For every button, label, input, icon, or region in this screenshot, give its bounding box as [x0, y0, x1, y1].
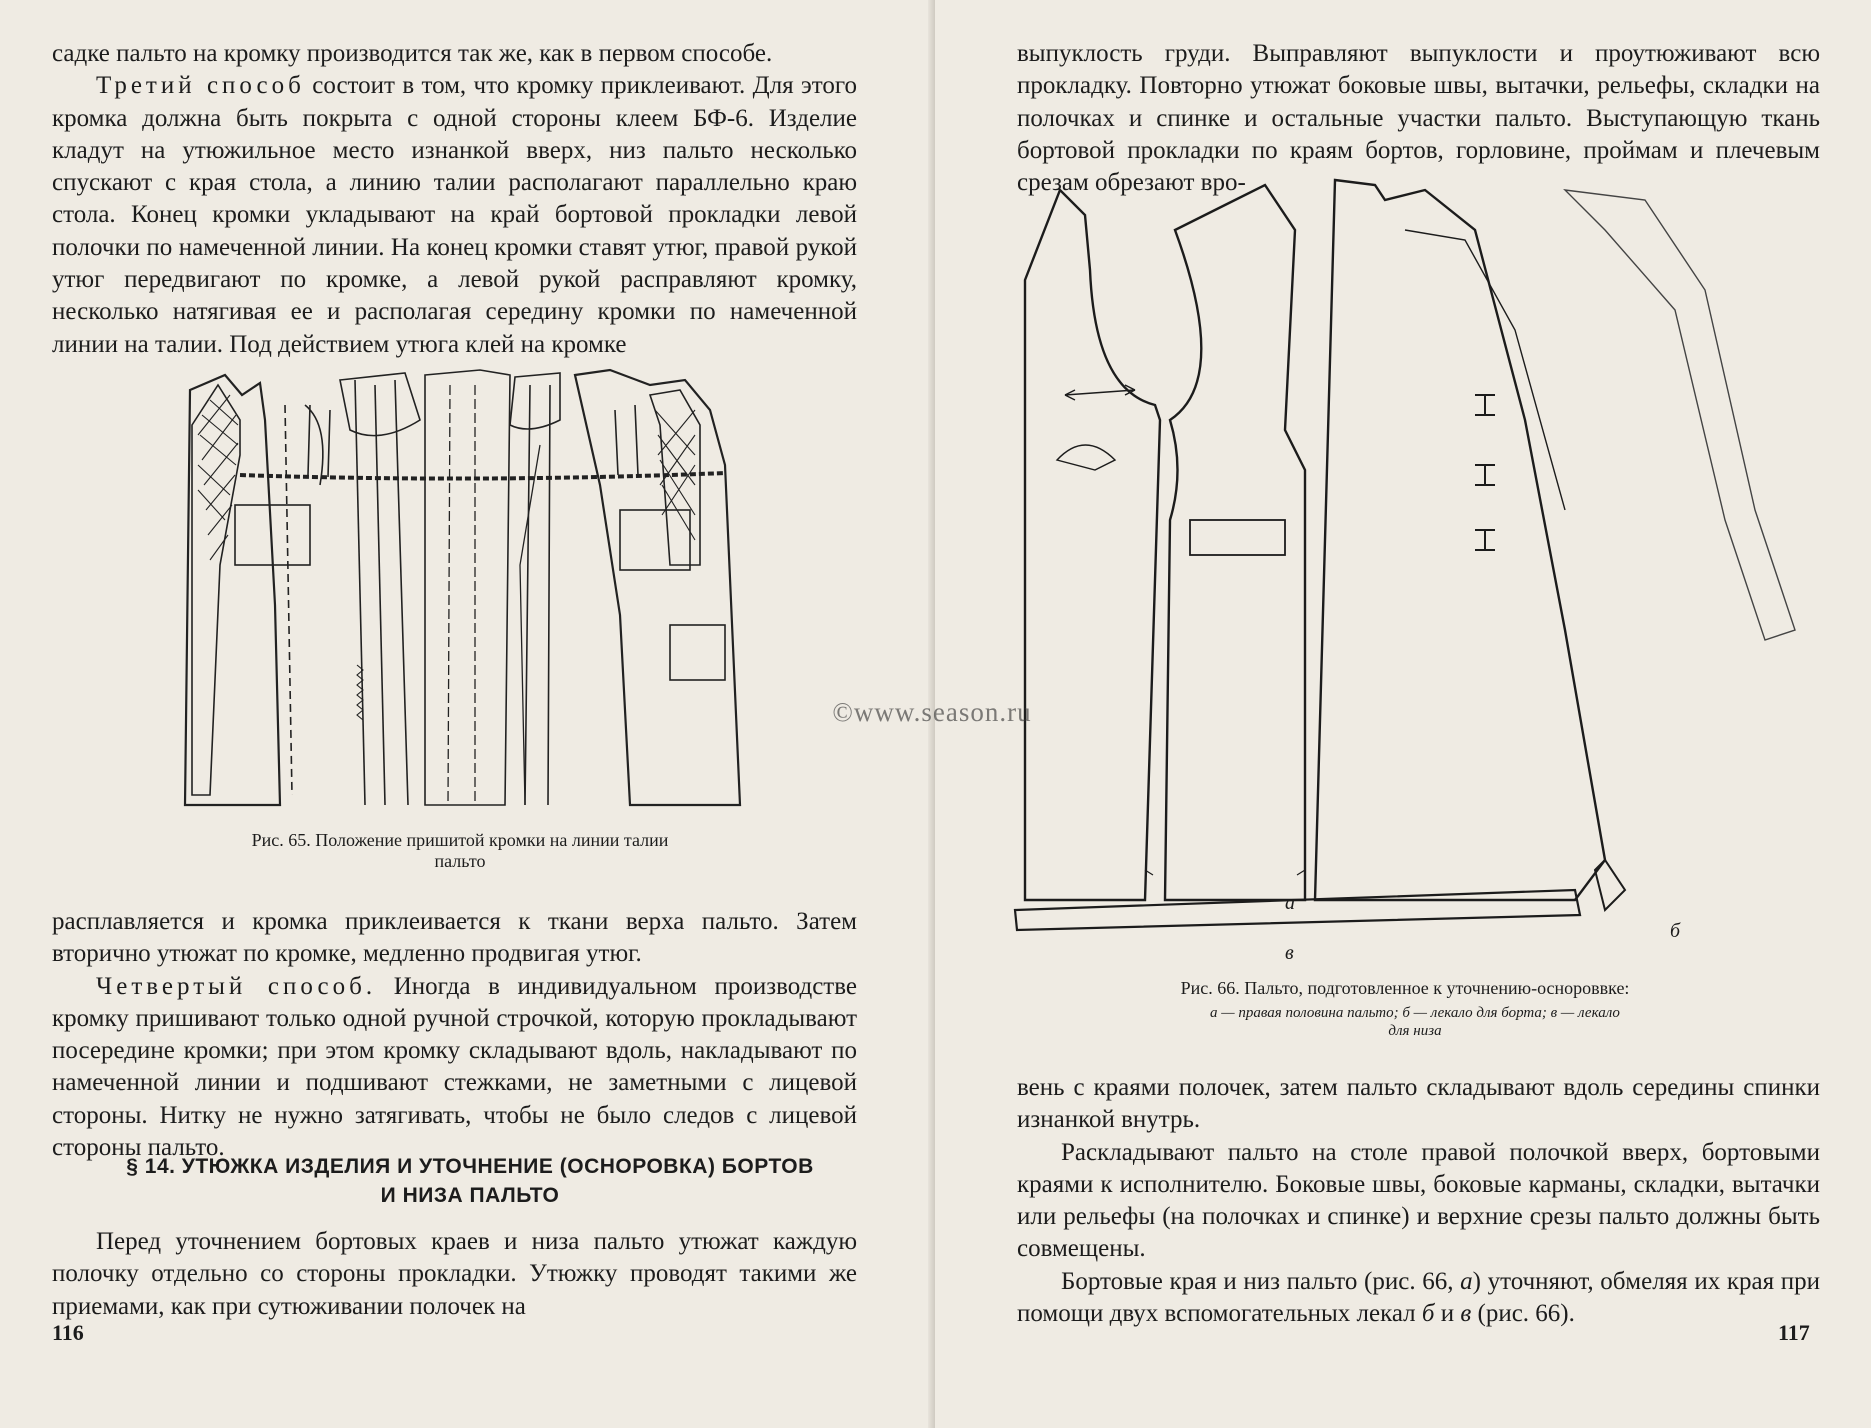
section-heading — [80, 1152, 860, 1210]
page-number: 116 — [52, 1320, 84, 1345]
figure-65-caption — [140, 830, 780, 872]
text-block-top — [52, 38, 857, 361]
paragraph: Раскладывают пальто на столе правой полочкой вверх, бортовыми краями к исполнителю. Боковые швы, боковые карманы, складки, вытачки или рельефы (на полочках и спинке) и верхние срезы пальто должны быть совмещены. — [1017, 1138, 1820, 1263]
reference-letter: в — [1460, 1300, 1472, 1328]
figure-66-coat-pattern — [1005, 170, 1835, 970]
paragraph: расплавляется и кромка приклеивается к ткани верха пальто. Затем вторично утюжат по кромке, медленно продвигая утюг. — [52, 908, 857, 968]
paragraph — [52, 971, 857, 1165]
paragraph — [1017, 1266, 1820, 1331]
text-block-middle — [52, 906, 857, 1164]
legend-line: а — правая половина пальто; б — лекало для борта; в — лекало — [1210, 1005, 1620, 1021]
heading-line: И НИЗА ПАЛЬТО — [380, 1184, 560, 1207]
paragraph-text: и — [1434, 1300, 1461, 1328]
paragraph-text: Иногда в индивидуальном производстве кромку пришивают только одной ручной строчкой, которую прокладывают посередине кромки; при этом кромку складывают вдоль, накладывают по намеченной линии и подшивают стежками, не заметными с лицевой стороны. Нитку не нужно затягивать, чтобы не было следов с лицевой стороны пальто. — [52, 972, 857, 1162]
figure-label-a: а — [1285, 892, 1295, 914]
figure-label-b: б — [1670, 920, 1681, 942]
paragraph — [52, 70, 857, 361]
text-block-bottom — [1017, 1072, 1820, 1330]
figure-label-v: в — [1285, 942, 1294, 964]
caption-line: Рис. 65. Положение пришитой кромки на линии талии — [251, 830, 669, 850]
paragraph-text: Бортовые края и низ пальто (рис. 66, — [1061, 1267, 1461, 1295]
emphasis-spaced: Третий способ — [96, 72, 305, 100]
emphasis-spaced: Четвертый способ. — [96, 972, 377, 1000]
paragraph-text: (рис. 66). — [1471, 1300, 1575, 1328]
reference-letter: б — [1421, 1300, 1435, 1328]
legend-line: для низа — [1388, 1023, 1442, 1039]
text-block-bottom — [52, 1226, 857, 1323]
paragraph-text: состоит в том, что кромку приклеивают. Для этого кромка должна быть покрыта с одной стороны клеем БФ-6. Изделие кладут на утюжильное место изнанкой вверх, низ пальто несколько спускают с края стола, а линию талии располагают параллельно краю стола. Конец кромки укладывают на край бортовой прокладки левой полочки по намеченной линии. На конец кромки ставят утюг, правой рукой утюг передвигают по кромке, а левой рукой расправляют кромку, несколько натягивая ее и располагая середину кромки по намеченной линии на талии. Под действием утюга клей на кромке — [52, 72, 857, 358]
paragraph: вень с краями полочек, затем пальто складывают вдоль середины спинки изнанкой внутрь. — [1017, 1074, 1820, 1134]
figure-65-coat-illustration — [180, 365, 750, 820]
reference-letter: а — [1460, 1267, 1473, 1295]
paragraph: садке пальто на кромку производится так же, как в первом способе. — [52, 40, 773, 67]
paragraph: Перед уточнением бортовых краев и низа пальто утюжат каждую полочку отдельно со стороны прокладки. Утюжку проводят такими же приемами, как при сутюживании полочек на — [52, 1228, 857, 1320]
paragraph: выпуклость груди. Выправляют выпуклости и проутюживают всю прокладку. Повторно утюжат боковые швы, вытачки, рельефы, складки на полочках и спинке и остальные участки пальто. Выступающую ткань бортовой прокладки по краям бортов, горловине, проймам и плечевым срезам обрезают вро- — [1017, 40, 1820, 197]
caption-line: пальто — [434, 851, 486, 871]
watermark: ©www.season.ru — [832, 697, 1032, 727]
figure-66-legend — [1035, 1004, 1795, 1040]
heading-line: § 14. УТЮЖКА ИЗДЕЛИЯ И УТОЧНЕНИЕ (ОСНОРОВКА) БОРТОВ — [126, 1155, 814, 1178]
figure-66-caption: Рис. 66. Пальто, подготовленное к уточнению-оснороввке: — [1180, 978, 1630, 998]
paragraph-text: ) уточняют, обмеляя их края при помощи двух вспомогательных лекал — [1017, 1267, 1820, 1328]
page-number: 117 — [1778, 1320, 1810, 1345]
arrow — [1065, 390, 1135, 395]
